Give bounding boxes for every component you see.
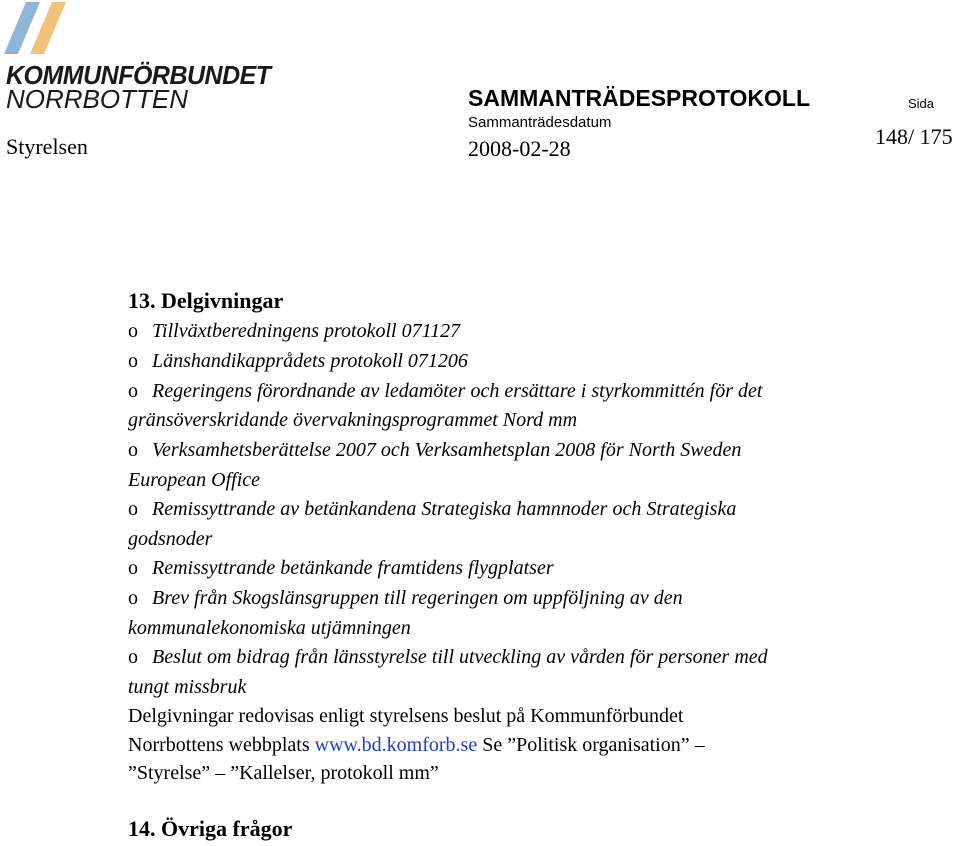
list-item-continuation: gränsöverskridande övervakningsprogrammet Nord mm: [128, 409, 578, 431]
list-item-text: Regeringens förordnande av ledamöter och ersättare i styrkommittén för det: [152, 380, 763, 402]
list-item-text: Brev från Skogslänsgruppen till regeringen om uppföljning av den: [152, 587, 683, 609]
list-item-text: Remissyttrande av betänkandena Strategiska hamnnoder och Strategiska: [152, 498, 737, 520]
list-item-text: Remissyttrande betänkande framtidens flygplatser: [152, 557, 554, 579]
list-item-continuation: European Office: [128, 469, 261, 491]
list-item-continuation: tungt missbruk: [128, 676, 247, 698]
list-bullet: o: [128, 439, 138, 461]
list-bullet: o: [128, 350, 138, 372]
list-item-text: Beslut om bidrag från länsstyrelse till utveckling av vården för personer med: [152, 646, 768, 668]
logo-name-line2: NORRBOTTEN: [6, 84, 188, 114]
list-item-text: Länshandikapprådets protokoll 071206: [152, 350, 468, 372]
decision-text-line1: Delgivningar redovisas enligt styrelsens beslut på Kommunförbundet: [128, 705, 684, 727]
list-bullet: o: [128, 320, 138, 342]
list-bullet: o: [128, 557, 138, 579]
section-heading-13: 13. Delgivningar: [128, 288, 284, 313]
logo-name-line1: KOMMUNFÖRBUNDET: [6, 60, 271, 90]
document-title: SAMMANTRÄDESPROTOKOLL: [468, 85, 811, 111]
decision-text-prefix: Norrbottens webbplats: [128, 734, 315, 756]
decision-text-line2: [128, 734, 705, 757]
list-item-continuation: kommunalekonomiska utjämningen: [128, 617, 411, 639]
list-item: [128, 350, 468, 373]
list-bullet: o: [128, 587, 138, 609]
meeting-date-label: Sammanträdesdatum: [468, 114, 612, 131]
page-number: 148/ 175: [875, 124, 953, 149]
logo-stripes-graphic: [4, 2, 76, 62]
list-item: [128, 587, 683, 610]
meeting-date: 2008-02-28: [468, 136, 571, 161]
section-heading-14: 14. Övriga frågor: [128, 816, 293, 841]
list-item-text: Verksamhetsberättelse 2007 och Verksamhetsplan 2008 för North Sweden: [152, 439, 742, 461]
page-label: Sida: [908, 96, 935, 111]
list-bullet: o: [128, 646, 138, 668]
list-item: [128, 646, 768, 669]
decision-text-suffix: Se ”Politisk organisation” –: [477, 734, 705, 756]
list-item: [128, 380, 762, 403]
list-item-continuation: godsnoder: [128, 528, 213, 550]
list-item: [128, 320, 460, 343]
decision-text-line3: ”Styrelse” – ”Kallelser, protokoll mm”: [128, 762, 439, 784]
list-item: [128, 439, 741, 462]
list-bullet: o: [128, 380, 138, 402]
list-item-text: Tillväxtberedningens protokoll 071127: [152, 320, 461, 342]
website-link[interactable]: www.bd.komforb.se: [314, 734, 478, 756]
list-bullet: o: [128, 498, 138, 520]
department-name: Styrelsen: [6, 134, 88, 159]
list-item: [128, 557, 554, 580]
list-item: [128, 498, 736, 521]
